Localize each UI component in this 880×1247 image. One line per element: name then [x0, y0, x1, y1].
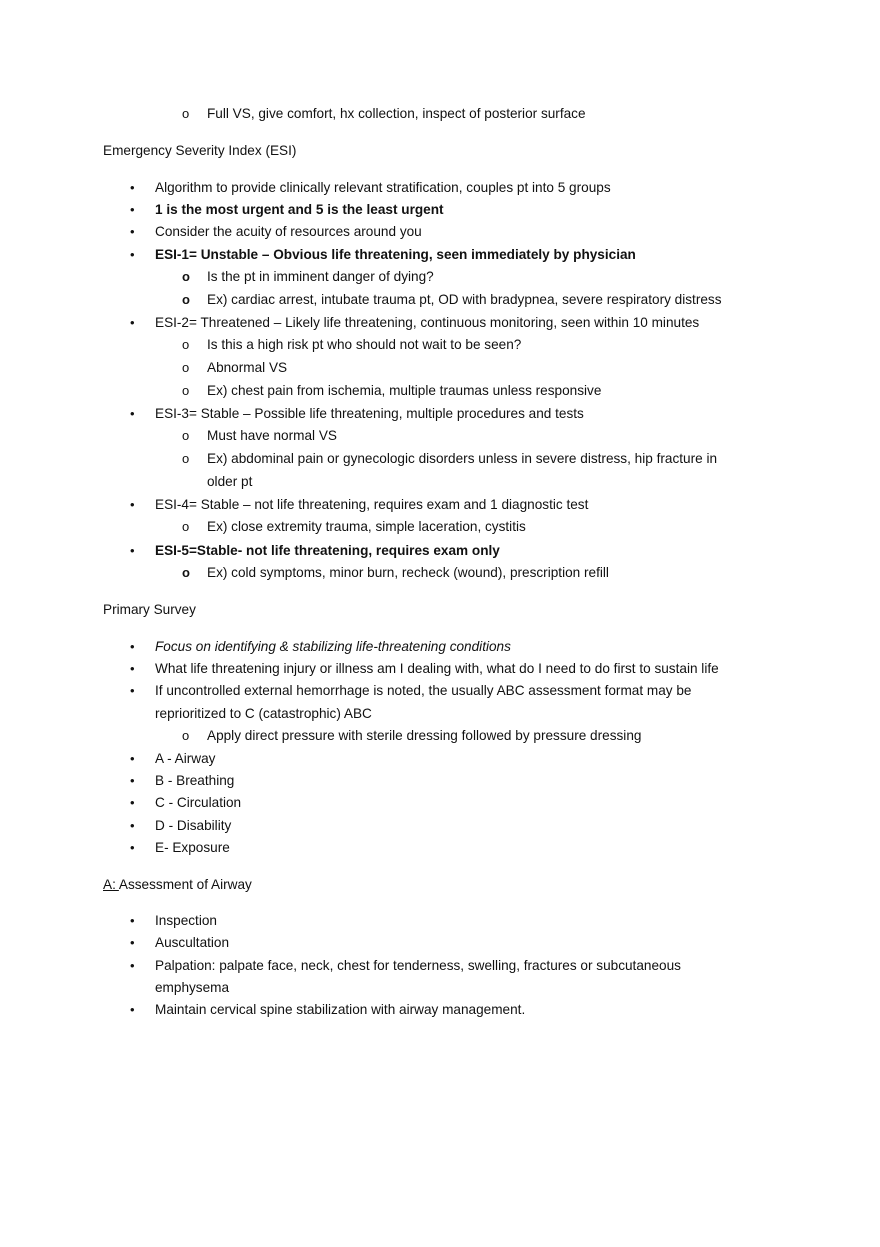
line-text: Inspection [155, 913, 217, 928]
list-item [155, 179, 611, 197]
list-item [155, 705, 372, 723]
sub-bullet-icon: o [182, 269, 190, 284]
bullet-icon: • [130, 180, 135, 195]
bullet-icon: • [130, 773, 135, 788]
list-item [155, 772, 234, 790]
sub-list-item [207, 450, 717, 468]
line-text: Ex) cold symptoms, minor burn, recheck (wound), prescription refill [207, 565, 609, 580]
list-item [155, 638, 511, 656]
sub-bullet-icon: o [182, 383, 190, 398]
line-text: Auscultation [155, 935, 230, 950]
line-text: ESI-2= Threatened – Likely life threatening, continuous monitoring, seen within 10 minutes [155, 315, 700, 330]
sub-bullet-icon: o [182, 451, 190, 466]
bullet-icon: • [130, 497, 135, 512]
line-text: Abnormal VS [207, 360, 288, 375]
bullet-icon: • [130, 1002, 135, 1017]
line-text: Is the pt in imminent danger of dying? [207, 269, 434, 284]
list-item [155, 839, 230, 857]
line-text: ESI-4= Stable – not life threatening, requires exam and 1 diagnostic test [155, 497, 589, 512]
list-item [155, 750, 215, 768]
list-item [155, 934, 229, 952]
sub-bullet-icon: o [182, 428, 190, 443]
line-text: C - Circulation [155, 795, 242, 810]
list-item [155, 542, 500, 560]
bullet-icon: • [130, 247, 135, 262]
list-item [155, 957, 681, 975]
sub-list-item [207, 564, 609, 582]
line-text: Full VS, give comfort, hx collection, inspect of posterior surface [207, 106, 586, 121]
bullet-icon: • [130, 935, 135, 950]
line-text: older pt [207, 474, 253, 489]
bullet-icon: • [130, 751, 135, 766]
sub-list-item [207, 268, 434, 286]
line-text: Ex) chest pain from ischemia, multiple traumas unless responsive [207, 383, 602, 398]
bullet-icon: • [130, 958, 135, 973]
line-text: Emergency Severity Index (ESI) [103, 143, 297, 158]
line-text: What life threatening injury or illness am I dealing with, what do I need to do first to sustain life [155, 661, 719, 676]
line-text: Focus on identifying & stabilizing life-threatening conditions [155, 639, 511, 654]
line-text: A - Airway [155, 751, 216, 766]
bullet-icon: • [130, 224, 135, 239]
list-item [155, 682, 691, 700]
bullet-icon: • [130, 840, 135, 855]
line-text: Apply direct pressure with sterile dressing followed by pressure dressing [207, 728, 642, 743]
list-item [155, 405, 584, 423]
bullet-icon: • [130, 315, 135, 330]
sub-bullet-icon: o [182, 565, 190, 580]
list-item [155, 794, 241, 812]
sub-list-item [207, 382, 601, 400]
line-text: Algorithm to provide clinically relevant stratification, couples pt into 5 groups [155, 180, 611, 195]
line-text: emphysema [155, 980, 230, 995]
line-text: Maintain cervical spine stabilization with airway management. [155, 1002, 526, 1017]
bullet-icon: • [130, 202, 135, 217]
sub-list-item [207, 359, 287, 377]
section-heading [103, 876, 252, 894]
sub-bullet-icon: o [182, 360, 190, 375]
line-text: E- Exposure [155, 840, 230, 855]
sub-bullet-icon: o [182, 519, 190, 534]
sub-list-item [207, 473, 252, 491]
line-text: B - Breathing [155, 773, 235, 788]
line-text: ESI-5=Stable- not life threatening, requires exam only [155, 543, 500, 558]
section-heading [103, 142, 296, 160]
bullet-icon: • [130, 406, 135, 421]
line-text: Is this a high risk pt who should not wait to be seen? [207, 337, 522, 352]
line-text: D - Disability [155, 818, 232, 833]
sub-bullet-icon: o [182, 728, 190, 743]
line-text: ESI-1= Unstable – Obvious life threatening, seen immediately by physician [155, 247, 636, 262]
sub-list-item [207, 427, 337, 445]
sub-list-item [207, 727, 641, 745]
line-text: Ex) cardiac arrest, intubate trauma pt, OD with bradypnea, severe respiratory distress [207, 292, 722, 307]
line-text: 1 is the most urgent and 5 is the least urgent [155, 202, 444, 217]
line-text: Palpation: palpate face, neck, chest for tenderness, swelling, fractures or subcutaneous [155, 958, 681, 973]
list-item [155, 246, 636, 264]
line-text: reprioritized to C (catastrophic) ABC [155, 706, 372, 721]
line-text: Ex) abdominal pain or gynecologic disorders unless in severe distress, hip fracture in [207, 451, 718, 466]
section-heading [103, 601, 196, 619]
list-item [155, 660, 719, 678]
list-item [155, 496, 588, 514]
line-text: ESI-3= Stable – Possible life threatening, multiple procedures and tests [155, 406, 584, 421]
sub-list-item [207, 518, 526, 536]
bullet-icon: • [130, 639, 135, 654]
line-text: Must have normal VS [207, 428, 337, 443]
heading-prefix: A: [103, 877, 119, 892]
sub-list-item [207, 105, 586, 123]
bullet-icon: • [130, 913, 135, 928]
line-text: If uncontrolled external hemorrhage is noted, the usually ABC assessment format may be [155, 683, 692, 698]
list-item [155, 314, 699, 332]
sub-list-item [207, 336, 521, 354]
line-text: Assessment of Airway [118, 877, 252, 892]
list-item [155, 1001, 525, 1019]
bullet-icon: • [130, 683, 135, 698]
sub-list-item [207, 291, 722, 309]
list-item [155, 223, 422, 241]
sub-bullet-icon: o [182, 292, 190, 307]
bullet-icon: • [130, 661, 135, 676]
line-text: Primary Survey [103, 602, 196, 617]
list-item [155, 979, 229, 997]
line-text: Consider the acuity of resources around you [155, 224, 422, 239]
list-item [155, 201, 444, 219]
sub-bullet-icon: o [182, 337, 190, 352]
bullet-icon: • [130, 543, 135, 558]
line-text: Ex) close extremity trauma, simple laceration, cystitis [207, 519, 526, 534]
list-item [155, 912, 217, 930]
list-item [155, 817, 231, 835]
bullet-icon: • [130, 795, 135, 810]
bullet-icon: • [130, 818, 135, 833]
sub-bullet-icon: o [182, 106, 190, 121]
